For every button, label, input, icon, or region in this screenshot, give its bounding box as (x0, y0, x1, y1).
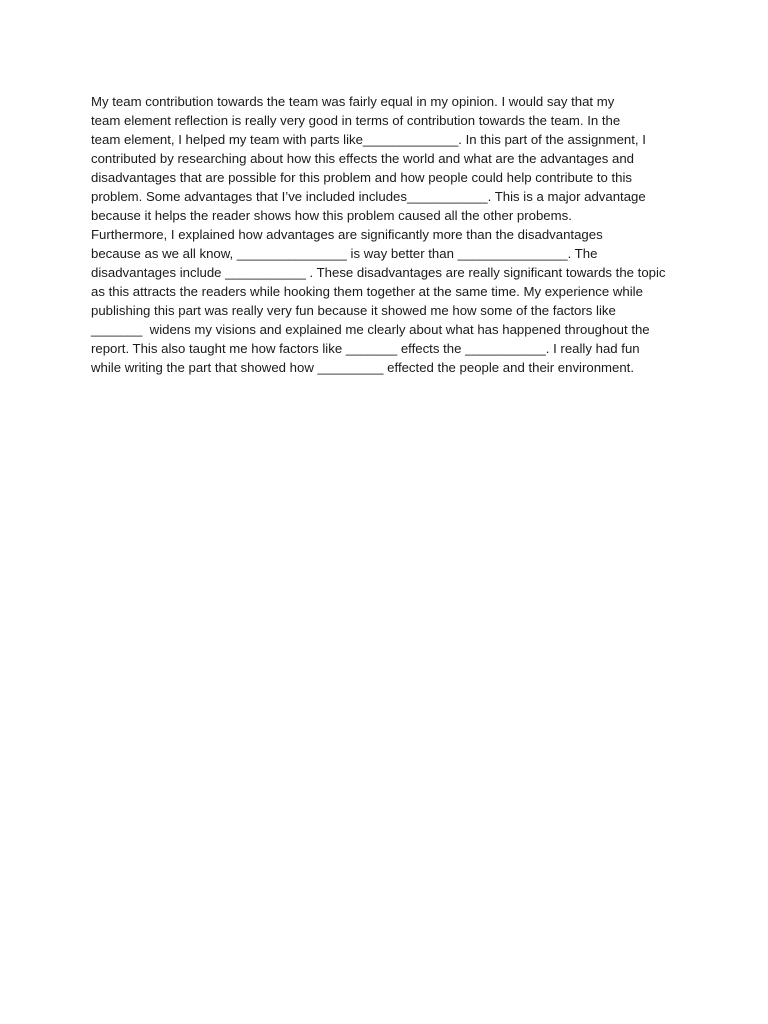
paragraph-line: contributed by researching about how this effects the world and what are the advantages and (91, 151, 634, 166)
paragraph-line: because as we all know, _______________ is way better than _______________. The (91, 246, 598, 261)
paragraph-line: as this attracts the readers while hooking them together at the same time. My experience while (91, 284, 643, 299)
paragraph-line: Furthermore, I explained how advantages are significantly more than the disadvantages (91, 227, 603, 242)
paragraph-line: because it helps the reader shows how this problem caused all the other probems. (91, 208, 572, 223)
paragraph-line: problem. Some advantages that I’ve included includes___________. This is a major advantage (91, 189, 646, 204)
paragraph-line: publishing this part was really very fun because it showed me how some of the factors like (91, 303, 616, 318)
paragraph-line: team element reflection is really very good in terms of contribution towards the team. In the (91, 113, 621, 128)
paragraph-line: team element, I helped my team with parts like_____________. In this part of the assignment, I (91, 132, 646, 147)
paragraph-line: report. This also taught me how factors like _______ effects the ___________. I really had fun (91, 341, 640, 356)
paragraph-line: _______ widens my visions and explained me clearly about what has happened throughout the (91, 322, 650, 337)
reflection-paragraph (91, 92, 691, 377)
paragraph-line: disadvantages include ___________ . These disadvantages are really significant towards the topic (91, 265, 666, 280)
paragraph-line: disadvantages that are possible for this problem and how people could help contribute to this (91, 170, 633, 185)
paragraph-line: My team contribution towards the team was fairly equal in my opinion. I would say that my (91, 94, 615, 109)
paragraph-line: while writing the part that showed how _________ effected the people and their environment. (91, 360, 635, 375)
